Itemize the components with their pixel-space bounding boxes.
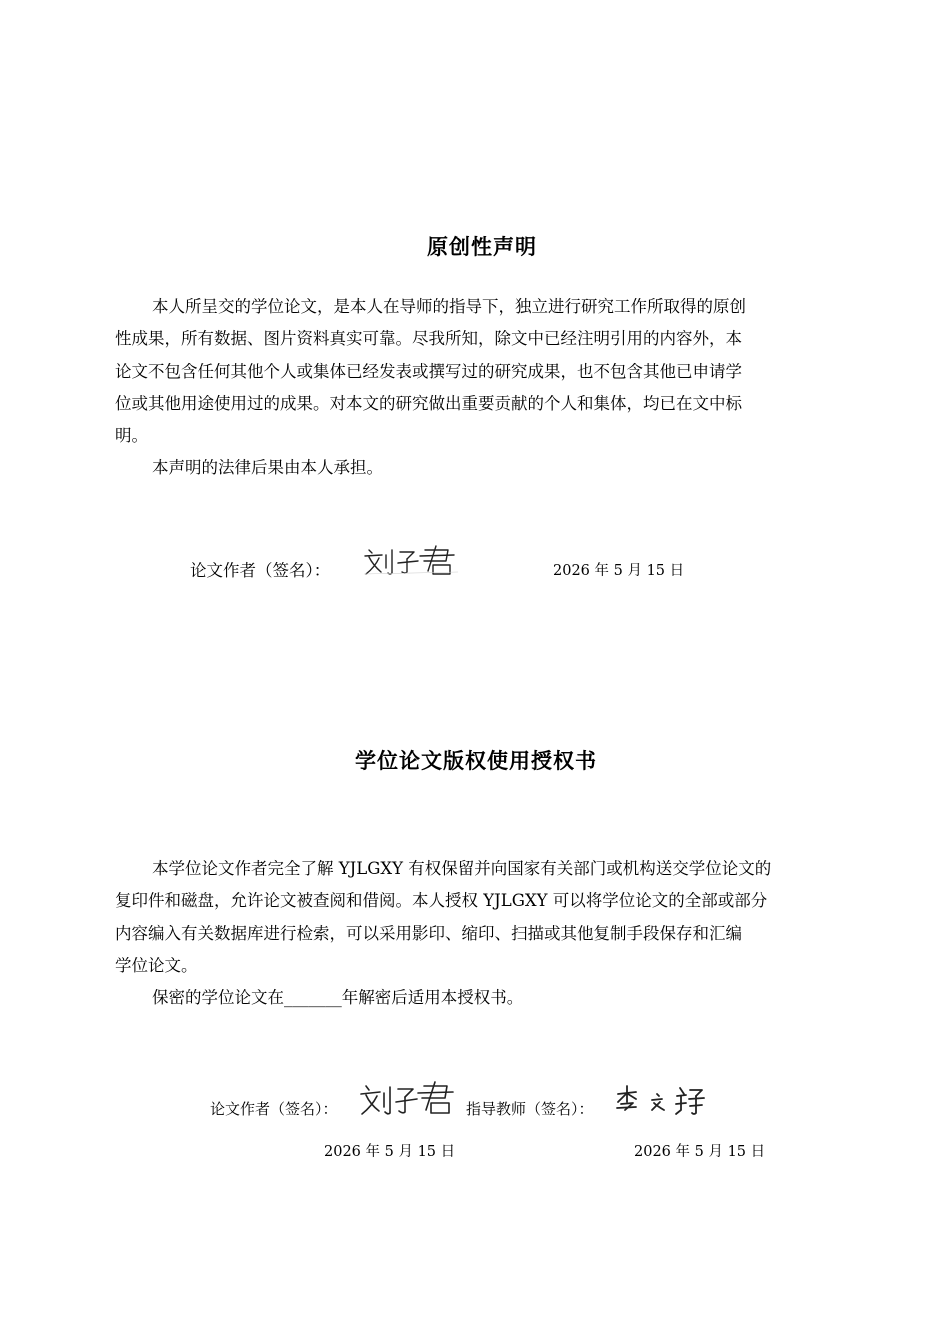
originality-line-2: 性成果，所有数据、图片资料真实可靠。尽我所知，除文中已经注明引用的内容外，本 — [115, 329, 742, 348]
authorization-advisor-label: 指导教师（签名）： — [466, 1100, 594, 1118]
authorization-line-2: 复印件和磁盘，允许论文被查阅和借阅。本人授权 YJLGXY 可以将学位论文的全部或部分 — [115, 891, 768, 910]
originality-line-4: 位或其他用途使用过的成果。对本文的研究做出重要贡献的个人和集体，均已在文中标 — [115, 394, 742, 413]
originality-line-6: 本声明的法律后果由本人承担。 — [152, 458, 383, 477]
originality-author-label: 论文作者（签名）： — [190, 561, 331, 580]
authorization-author-signature — [358, 1080, 458, 1118]
originality-line-3: 论文不包含任何其他个人或集体已经发表或撰写过的研究成果，也不包含其他已申请学 — [115, 362, 742, 381]
authorization-line-5: 保密的学位论文在_______年解密后适用本授权书。 — [152, 988, 524, 1007]
authorization-author-date: 2026 年 5 月 15 日 — [324, 1144, 456, 1160]
originality-date: 2026 年 5 月 15 日 — [553, 563, 685, 579]
authorization-line-4: 学位论文。 — [115, 956, 198, 975]
authorization-title: 学位论文版权使用授权书 — [355, 749, 597, 773]
originality-title: 原创性声明 — [427, 235, 537, 259]
originality-line-1: 本人所呈交的学位论文，是本人在导师的指导下，独立进行研究工作所取得的原创 — [152, 297, 746, 316]
authorization-author-label: 论文作者（签名）： — [210, 1100, 338, 1118]
authorization-advisor-date: 2026 年 5 月 15 日 — [634, 1144, 766, 1160]
authorization-advisor-signature — [614, 1082, 710, 1116]
authorization-line-3: 内容编入有关数据库进行检索，可以采用影印、缩印、扫描或其他复制手段保存和汇编 — [115, 924, 742, 943]
authorization-line-1: 本学位论文作者完全了解 YJLGXY 有权保留并向国家有关部门或机构送交学位论文的 — [152, 859, 772, 878]
originality-line-5: 明。 — [115, 426, 148, 445]
originality-author-signature — [362, 544, 462, 578]
